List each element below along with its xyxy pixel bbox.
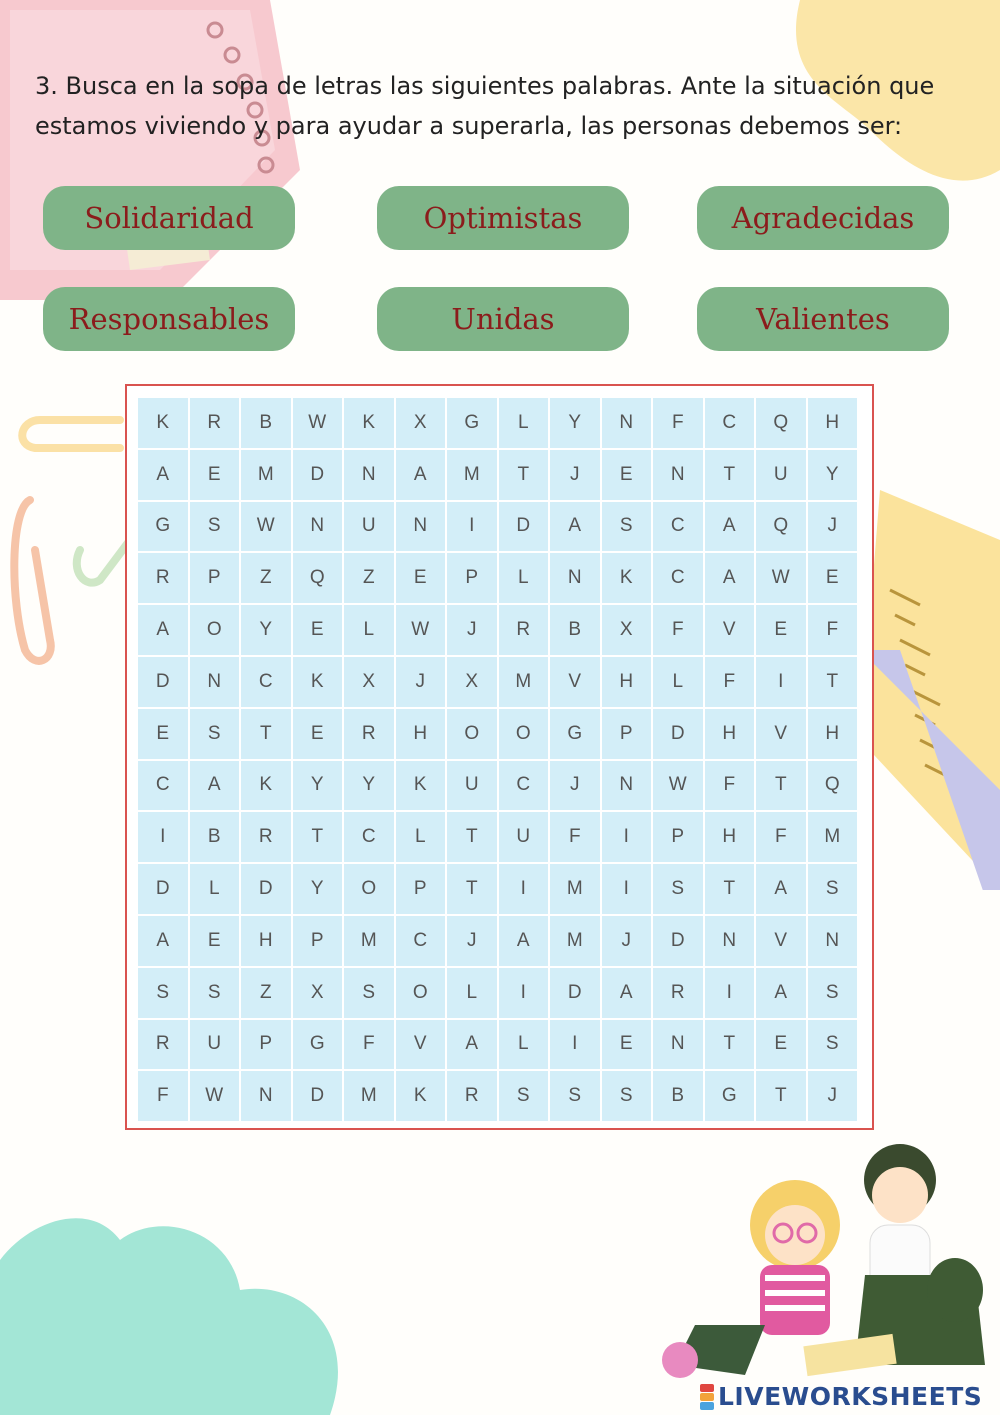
grid-cell[interactable]: A — [601, 967, 653, 1019]
grid-cell[interactable]: X — [601, 604, 653, 656]
grid-cell[interactable]: W — [755, 552, 807, 604]
grid-cell[interactable]: A — [395, 449, 447, 501]
grid-cell[interactable]: U — [446, 760, 498, 812]
grid-cell[interactable]: S — [189, 708, 241, 760]
grid-cell[interactable]: P — [395, 863, 447, 915]
grid-cell[interactable]: F — [137, 1070, 189, 1122]
grid-cell[interactable]: Q — [755, 397, 807, 449]
grid-cell[interactable]: A — [704, 552, 756, 604]
word-pill-solidaridad: Solidaridad — [43, 186, 295, 250]
grid-cell[interactable]: B — [549, 604, 601, 656]
grid-cell[interactable]: P — [292, 915, 344, 967]
grid-cell[interactable]: Z — [240, 552, 292, 604]
grid-cell[interactable]: S — [549, 1070, 601, 1122]
grid-cell[interactable]: E — [292, 708, 344, 760]
grid-cell[interactable]: Q — [292, 552, 344, 604]
grid-cell[interactable]: D — [240, 863, 292, 915]
grid-cell[interactable]: L — [498, 552, 550, 604]
grid-cell[interactable]: O — [343, 863, 395, 915]
grid-cell[interactable]: T — [704, 863, 756, 915]
grid-cell[interactable]: N — [395, 501, 447, 553]
grid-cell[interactable]: C — [395, 915, 447, 967]
grid-cell[interactable]: G — [137, 501, 189, 553]
grid-cell[interactable]: I — [755, 656, 807, 708]
grid-cell[interactable]: T — [446, 863, 498, 915]
grid-cell[interactable]: E — [601, 1019, 653, 1071]
grid-cell[interactable]: S — [498, 1070, 550, 1122]
grid-cell[interactable]: U — [498, 811, 550, 863]
grid-cell[interactable]: V — [395, 1019, 447, 1071]
grid-cell[interactable]: Y — [292, 863, 344, 915]
grid-cell[interactable]: R — [137, 1019, 189, 1071]
grid-cell[interactable]: P — [601, 708, 653, 760]
grid-cell[interactable]: W — [189, 1070, 241, 1122]
grid-cell[interactable]: D — [292, 1070, 344, 1122]
grid-cell[interactable]: T — [755, 1070, 807, 1122]
grid-cell[interactable]: D — [652, 915, 704, 967]
grid-cell[interactable]: U — [755, 449, 807, 501]
grid-cell[interactable]: P — [240, 1019, 292, 1071]
grid-cell[interactable]: A — [755, 863, 807, 915]
grid-cell[interactable]: J — [549, 449, 601, 501]
grid-cell[interactable]: N — [601, 760, 653, 812]
grid-cell[interactable]: I — [446, 501, 498, 553]
grid-cell[interactable]: R — [189, 397, 241, 449]
grid-cell[interactable]: T — [704, 449, 756, 501]
grid-cell[interactable]: C — [137, 760, 189, 812]
grid-cell[interactable]: T — [292, 811, 344, 863]
grid-cell[interactable]: F — [704, 656, 756, 708]
grid-cell[interactable]: N — [549, 552, 601, 604]
grid-cell[interactable]: G — [704, 1070, 756, 1122]
word-search-grid — [137, 397, 858, 1122]
grid-cell[interactable]: S — [343, 967, 395, 1019]
grid-cell[interactable]: C — [240, 656, 292, 708]
grid-cell[interactable]: I — [704, 967, 756, 1019]
grid-cell[interactable]: L — [652, 656, 704, 708]
grid-cell[interactable]: P — [652, 811, 704, 863]
exercise-instruction: 3. Busca en la sopa de letras las siguientes palabras. Ante la situación que estamos viviendo y para ayudar a superarla, las personas debemos ser: — [35, 72, 935, 140]
grid-cell[interactable]: H — [704, 811, 756, 863]
liveworksheets-logo-text: LIVEWORKSHEETS — [718, 1382, 983, 1411]
grid-cell[interactable]: C — [704, 397, 756, 449]
grid-cell[interactable]: Z — [343, 552, 395, 604]
grid-cell[interactable]: N — [704, 915, 756, 967]
word-pill-responsables: Responsables — [43, 287, 295, 351]
grid-cell[interactable]: I — [601, 811, 653, 863]
grid-cell[interactable]: N — [652, 449, 704, 501]
grid-cell[interactable]: I — [137, 811, 189, 863]
grid-cell[interactable]: M — [549, 915, 601, 967]
grid-cell[interactable]: T — [498, 449, 550, 501]
grid-cell[interactable]: L — [395, 811, 447, 863]
grid-cell[interactable]: G — [292, 1019, 344, 1071]
grid-cell[interactable]: S — [807, 1019, 859, 1071]
grid-cell[interactable]: W — [652, 760, 704, 812]
grid-cell[interactable]: F — [807, 604, 859, 656]
grid-cell[interactable]: B — [189, 811, 241, 863]
grid-cell[interactable]: H — [240, 915, 292, 967]
grid-cell[interactable]: X — [292, 967, 344, 1019]
grid-cell[interactable]: A — [704, 501, 756, 553]
grid-cell[interactable]: S — [807, 863, 859, 915]
grid-cell[interactable]: A — [137, 449, 189, 501]
grid-cell[interactable]: C — [652, 501, 704, 553]
grid-cell[interactable]: D — [652, 708, 704, 760]
grid-cell[interactable]: L — [498, 1019, 550, 1071]
grid-cell[interactable]: G — [446, 397, 498, 449]
teal-blob-illustration — [0, 1200, 400, 1415]
grid-cell[interactable]: H — [807, 708, 859, 760]
word-pill-valientes: Valientes — [697, 287, 949, 351]
grid-cell[interactable]: J — [395, 656, 447, 708]
grid-cell[interactable]: H — [395, 708, 447, 760]
grid-cell[interactable]: S — [652, 863, 704, 915]
grid-cell[interactable]: F — [652, 397, 704, 449]
grid-cell[interactable]: B — [240, 397, 292, 449]
grid-cell[interactable]: T — [240, 708, 292, 760]
grid-cell[interactable]: Y — [343, 760, 395, 812]
grid-cell[interactable]: E — [395, 552, 447, 604]
grid-cell[interactable]: A — [189, 760, 241, 812]
grid-cell[interactable]: F — [755, 811, 807, 863]
grid-cell[interactable]: J — [807, 1070, 859, 1122]
grid-cell[interactable]: O — [189, 604, 241, 656]
grid-cell[interactable]: A — [137, 915, 189, 967]
grid-cell[interactable]: E — [601, 449, 653, 501]
grid-cell[interactable]: L — [446, 967, 498, 1019]
grid-cell[interactable]: H — [601, 656, 653, 708]
grid-cell[interactable]: E — [755, 1019, 807, 1071]
grid-cell[interactable]: N — [189, 656, 241, 708]
grid-cell[interactable]: U — [189, 1019, 241, 1071]
grid-cell[interactable]: I — [601, 863, 653, 915]
grid-cell[interactable]: S — [601, 501, 653, 553]
grid-cell[interactable]: T — [446, 811, 498, 863]
grid-cell[interactable]: E — [807, 552, 859, 604]
grid-cell[interactable]: J — [446, 915, 498, 967]
grid-cell[interactable]: W — [292, 397, 344, 449]
grid-cell[interactable]: F — [343, 1019, 395, 1071]
grid-cell[interactable]: O — [446, 708, 498, 760]
grid-cell[interactable]: E — [189, 915, 241, 967]
grid-cell[interactable]: S — [601, 1070, 653, 1122]
grid-cell[interactable]: S — [189, 501, 241, 553]
grid-cell[interactable]: S — [137, 967, 189, 1019]
grid-cell[interactable]: S — [807, 967, 859, 1019]
grid-cell[interactable]: A — [137, 604, 189, 656]
grid-cell[interactable]: E — [137, 708, 189, 760]
grid-cell[interactable]: F — [652, 604, 704, 656]
liveworksheets-logo-icon — [700, 1384, 714, 1410]
grid-cell[interactable]: V — [704, 604, 756, 656]
grid-cell[interactable]: V — [755, 915, 807, 967]
grid-cell[interactable]: H — [704, 708, 756, 760]
grid-cell[interactable]: J — [601, 915, 653, 967]
grid-cell[interactable]: K — [343, 397, 395, 449]
grid-cell[interactable]: T — [704, 1019, 756, 1071]
word-pill-optimistas: Optimistas — [377, 186, 629, 250]
grid-cell[interactable]: B — [652, 1070, 704, 1122]
grid-cell[interactable]: I — [549, 1019, 601, 1071]
grid-cell[interactable]: K — [601, 552, 653, 604]
grid-cell[interactable]: X — [446, 656, 498, 708]
word-pill-unidas: Unidas — [377, 287, 629, 351]
notebook-illustration — [0, 0, 300, 300]
grid-cell[interactable]: K — [395, 760, 447, 812]
children-reading-illustration — [655, 1125, 1000, 1385]
grid-cell[interactable]: J — [446, 604, 498, 656]
grid-cell[interactable]: S — [189, 967, 241, 1019]
grid-cell[interactable]: M — [343, 1070, 395, 1122]
grid-cell[interactable]: K — [137, 397, 189, 449]
grid-cell[interactable]: K — [240, 760, 292, 812]
grid-cell[interactable]: T — [755, 760, 807, 812]
grid-cell[interactable]: U — [343, 501, 395, 553]
grid-cell[interactable]: L — [343, 604, 395, 656]
grid-cell[interactable]: T — [807, 656, 859, 708]
word-pill-agradecidas: Agradecidas — [697, 186, 949, 250]
grid-cell[interactable]: O — [395, 967, 447, 1019]
grid-cell[interactable]: X — [395, 397, 447, 449]
grid-cell[interactable]: Y — [807, 449, 859, 501]
grid-cell[interactable]: F — [704, 760, 756, 812]
grid-cell[interactable]: A — [498, 915, 550, 967]
grid-cell[interactable]: A — [549, 501, 601, 553]
grid-cell[interactable]: F — [549, 811, 601, 863]
grid-cell[interactable]: M — [498, 656, 550, 708]
grid-cell[interactable]: C — [498, 760, 550, 812]
grid-cell[interactable]: R — [652, 967, 704, 1019]
grid-cell[interactable]: D — [137, 656, 189, 708]
grid-cell[interactable]: K — [395, 1070, 447, 1122]
grid-cell[interactable]: V — [755, 708, 807, 760]
grid-cell[interactable]: Y — [292, 760, 344, 812]
grid-cell[interactable]: M — [807, 811, 859, 863]
grid-cell[interactable]: I — [498, 863, 550, 915]
grid-cell[interactable]: N — [240, 1070, 292, 1122]
grid-cell[interactable]: P — [189, 552, 241, 604]
grid-cell[interactable]: R — [343, 708, 395, 760]
grid-cell[interactable]: C — [343, 811, 395, 863]
grid-cell[interactable]: A — [446, 1019, 498, 1071]
grid-cell[interactable]: L — [189, 863, 241, 915]
grid-cell[interactable]: I — [498, 967, 550, 1019]
liveworksheets-logo — [700, 1382, 982, 1411]
grid-cell[interactable]: M — [343, 915, 395, 967]
grid-cell[interactable]: J — [549, 760, 601, 812]
grid-cell[interactable]: N — [807, 915, 859, 967]
grid-cell[interactable]: M — [549, 863, 601, 915]
grid-cell[interactable]: R — [498, 604, 550, 656]
grid-cell[interactable]: O — [498, 708, 550, 760]
grid-cell[interactable]: X — [343, 656, 395, 708]
grid-cell[interactable]: N — [652, 1019, 704, 1071]
grid-cell[interactable]: W — [240, 501, 292, 553]
grid-cell[interactable]: A — [755, 967, 807, 1019]
grid-cell[interactable]: R — [446, 1070, 498, 1122]
grid-cell[interactable]: E — [292, 604, 344, 656]
grid-cell[interactable]: D — [137, 863, 189, 915]
grid-cell[interactable]: Q — [807, 760, 859, 812]
grid-cell[interactable]: N — [343, 449, 395, 501]
grid-cell[interactable]: H — [807, 397, 859, 449]
grid-cell[interactable]: Y — [549, 397, 601, 449]
grid-cell[interactable]: N — [601, 397, 653, 449]
grid-cell[interactable]: M — [240, 449, 292, 501]
grid-cell[interactable]: P — [446, 552, 498, 604]
grid-cell[interactable]: N — [292, 501, 344, 553]
grid-cell[interactable]: Q — [755, 501, 807, 553]
grid-cell[interactable]: Z — [240, 967, 292, 1019]
grid-cell[interactable]: E — [189, 449, 241, 501]
grid-cell[interactable]: G — [549, 708, 601, 760]
grid-cell[interactable]: V — [549, 656, 601, 708]
grid-cell[interactable]: E — [755, 604, 807, 656]
grid-cell[interactable]: J — [807, 501, 859, 553]
grid-cell[interactable]: W — [395, 604, 447, 656]
grid-cell[interactable]: L — [498, 397, 550, 449]
grid-cell[interactable]: K — [292, 656, 344, 708]
grid-cell[interactable]: M — [446, 449, 498, 501]
ruler-illustration — [860, 490, 1000, 890]
grid-cell[interactable]: D — [292, 449, 344, 501]
grid-cell[interactable]: C — [652, 552, 704, 604]
grid-cell[interactable]: D — [549, 967, 601, 1019]
grid-cell[interactable]: R — [137, 552, 189, 604]
paperclip-icon — [0, 400, 140, 680]
grid-cell[interactable]: D — [498, 501, 550, 553]
grid-cell[interactable]: Y — [240, 604, 292, 656]
grid-cell[interactable]: R — [240, 811, 292, 863]
